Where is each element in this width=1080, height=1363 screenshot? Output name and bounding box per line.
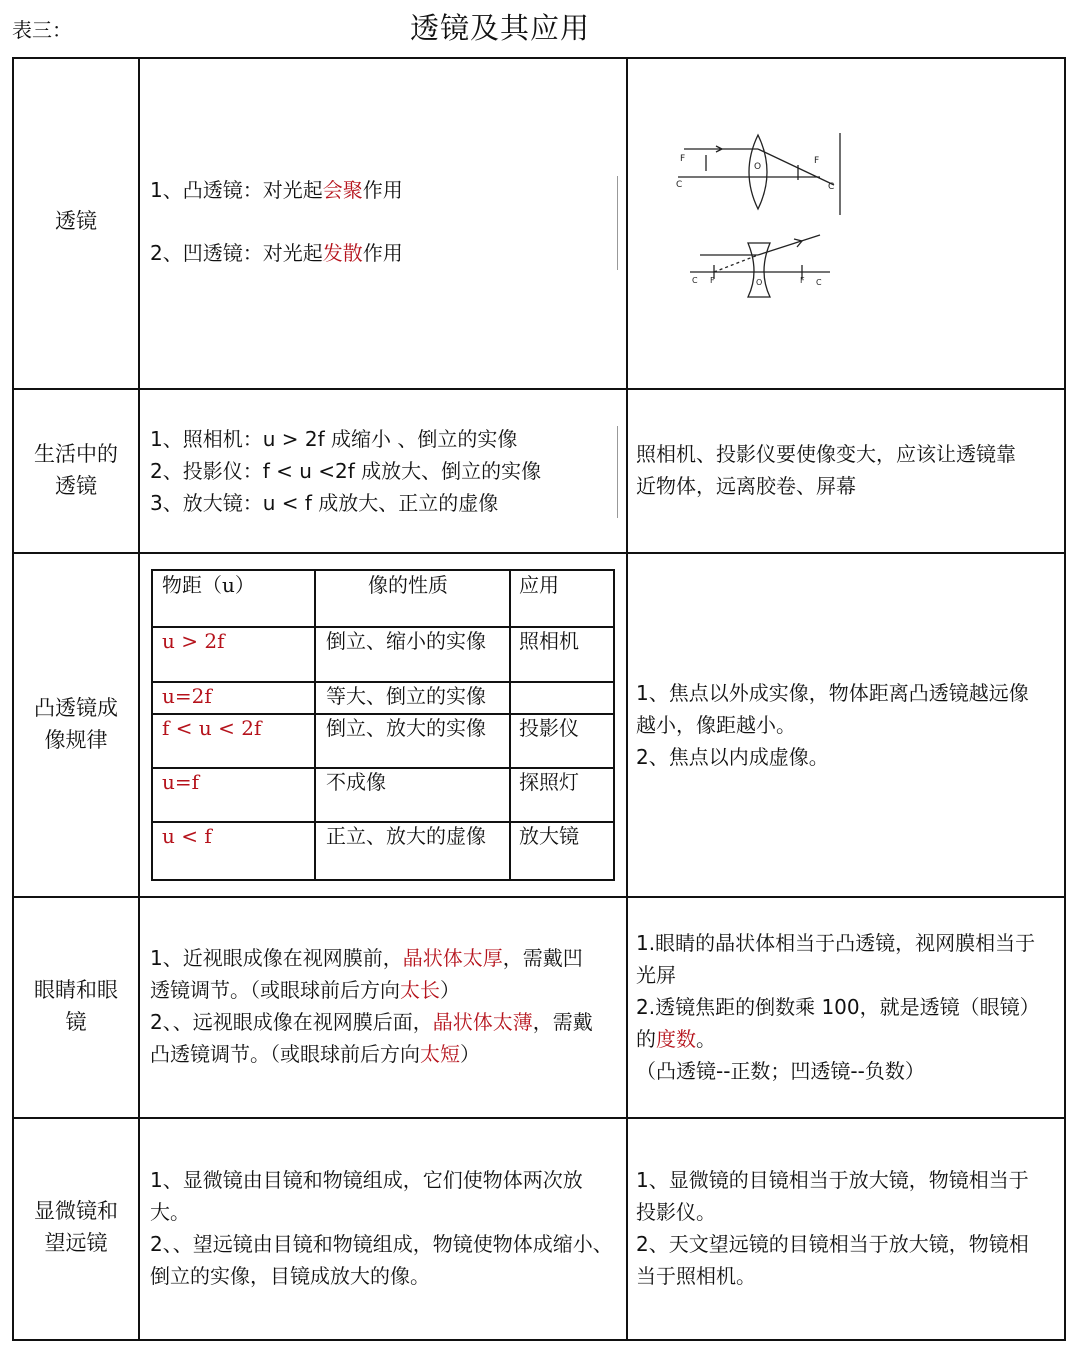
magnifier-line: 3、放大镜：u < f 成放大、正立的虚像 xyxy=(150,491,499,515)
table-cell: 等大、倒立的实像 xyxy=(326,684,486,708)
optics-note: 1、显微镜的目镜相当于放大镜，物镜相当于 xyxy=(636,1168,1029,1192)
hyperopia-line: 凸透镜调节。（或眼球前后方向太短） xyxy=(150,1042,480,1066)
table-cell: u=f xyxy=(162,770,200,794)
diagram-label: C xyxy=(692,276,698,285)
row-divider xyxy=(12,896,1066,898)
myopia-line: 透镜调节。（或眼球前后方向太长） xyxy=(150,978,460,1002)
lens-tip-line: 照相机、投影仪要使像变大，应该让透镜靠 xyxy=(636,442,1016,466)
table-header: 像的性质 xyxy=(368,573,448,597)
diagram-label: F xyxy=(800,276,805,285)
microscope-line: 大。 xyxy=(150,1200,190,1224)
table-cell: 不成像 xyxy=(326,770,386,794)
diagram-label: O xyxy=(754,162,762,172)
row-head-microscope-telescope: 显微镜和 望远镜 xyxy=(34,1199,118,1255)
hyperopia-line: 2、、远视眼成像在视网膜后面，晶状体太薄，需戴 xyxy=(150,1010,593,1034)
lens-ray-diagram xyxy=(670,125,860,305)
camera-line: 1、照相机：u > 2f 成缩小 、倒立的实像 xyxy=(150,427,518,451)
table-border-bottom xyxy=(12,1339,1066,1341)
table-cell: 正立、放大的虚像 xyxy=(326,824,486,848)
column-divider xyxy=(626,57,628,1341)
telescope-line: 倒立的实像，目镜成放大的像。 xyxy=(150,1264,430,1288)
concave-lens-line: 2、凹透镜：对光起发散作用 xyxy=(150,241,403,265)
row-divider xyxy=(12,1117,1066,1119)
imaging-rules-table xyxy=(151,569,615,881)
eye-note: 光屏 xyxy=(636,963,676,987)
convex-lens-line: 1、凸透镜：对光起会聚作用 xyxy=(150,178,403,202)
table-cell: u=2f xyxy=(162,684,212,708)
table-cell: u > 2f xyxy=(162,629,225,653)
eye-note: 1.眼睛的晶状体相当于凸透镜，视网膜相当于 xyxy=(636,931,1036,955)
microscope-line: 1、显微镜由目镜和物镜组成，它们使物体两次放 xyxy=(150,1168,583,1192)
table-header: 物距（u） xyxy=(162,573,255,597)
eye-note: 2.透镜焦距的倒数乘 100，就是透镜（眼镜） xyxy=(636,995,1040,1019)
diagram-label: F xyxy=(814,156,820,166)
convex-lens-diagram xyxy=(678,133,840,215)
diagram-label: F xyxy=(680,154,686,164)
diagram-label: O xyxy=(756,278,763,287)
table-border-top xyxy=(12,57,1066,59)
page-title: 透镜及其应用 xyxy=(410,11,591,45)
table-header: 应用 xyxy=(519,573,559,597)
decorative-bar xyxy=(617,176,618,270)
diagram-label: F xyxy=(710,276,715,285)
optics-note: 2、天文望远镜的目镜相当于放大镜，物镜相 xyxy=(636,1232,1029,1256)
row-head-eyes-and-glasses: 眼睛和眼 镜 xyxy=(34,978,118,1034)
decorative-bar xyxy=(617,426,618,518)
row-head-lens: 透镜 xyxy=(55,209,97,233)
table-cell: 照相机 xyxy=(519,629,579,653)
table-cell: 投影仪 xyxy=(519,716,579,740)
diagram-label: C xyxy=(816,278,822,287)
optics-note: 投影仪。 xyxy=(636,1200,716,1224)
eye-note: （凸透镜--正数；凹透镜--负数） xyxy=(636,1059,925,1083)
diagram-label: C xyxy=(676,180,683,190)
table-label: 表三： xyxy=(12,18,72,42)
table-cell: u < f xyxy=(162,824,212,848)
table-cell: 探照灯 xyxy=(519,770,579,794)
eye-note: 的度数。 xyxy=(636,1027,716,1051)
column-divider xyxy=(138,57,140,1341)
myopia-line: 1、近视眼成像在视网膜前，晶状体太厚，需戴凹 xyxy=(150,946,583,970)
table-border-right xyxy=(1064,57,1066,1341)
optics-note: 当于照相机。 xyxy=(636,1264,756,1288)
table-cell: f < u < 2f xyxy=(162,716,262,740)
telescope-line: 2、、望远镜由目镜和物镜组成，物镜使物体成缩小、 xyxy=(150,1232,613,1256)
concave-lens-diagram xyxy=(690,235,830,297)
imaging-note: 1、焦点以外成实像，物体距离凸透镜越远像 xyxy=(636,681,1029,705)
table-cell: 倒立、缩小的实像 xyxy=(326,629,486,653)
row-head-lenses-in-life: 生活中的 透镜 xyxy=(34,442,118,498)
projector-line: 2、投影仪：f < u <2f 成放大、倒立的实像 xyxy=(150,459,542,483)
table-cell: 放大镜 xyxy=(519,824,579,848)
row-divider xyxy=(12,552,1066,554)
lens-tip-line: 近物体，远离胶卷、屏幕 xyxy=(636,474,856,498)
diagram-label: C xyxy=(828,182,835,192)
row-divider xyxy=(12,388,1066,390)
table-cell: 倒立、放大的实像 xyxy=(326,716,486,740)
row-head-imaging-rules: 凸透镜成 像规律 xyxy=(34,696,118,752)
imaging-note: 越小，像距越小。 xyxy=(636,713,796,737)
imaging-note: 2、焦点以内成虚像。 xyxy=(636,745,829,769)
